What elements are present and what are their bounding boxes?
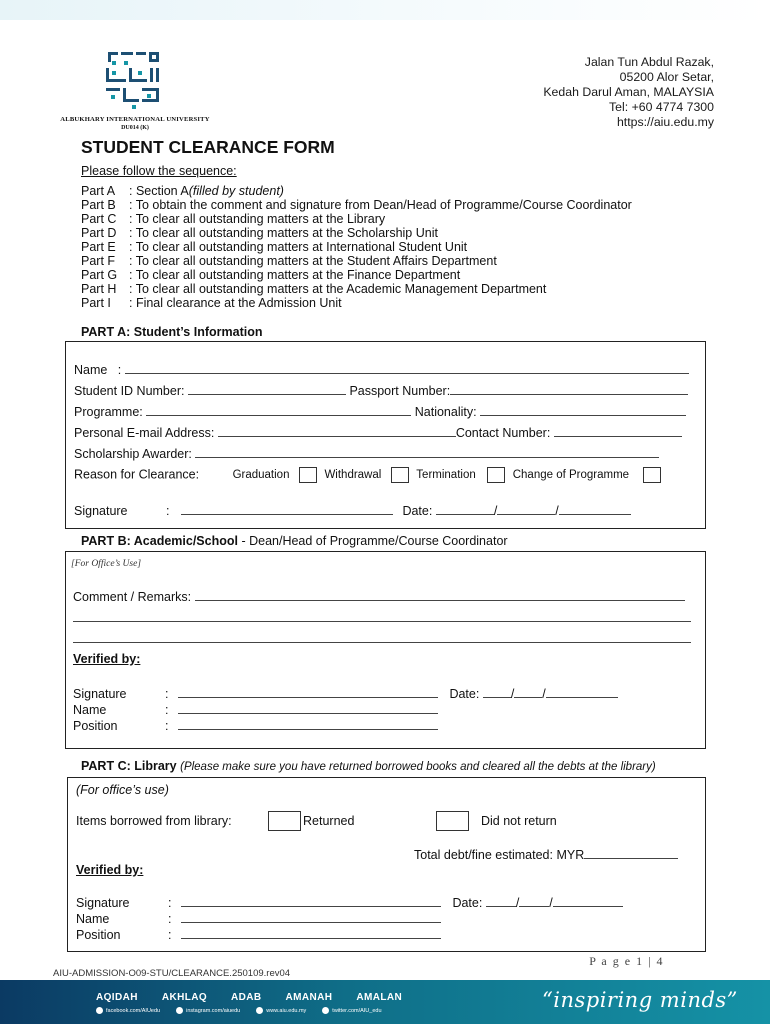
- date-year-field[interactable]: [559, 503, 631, 515]
- address-line: Kedah Darul Aman, MALAYSIA: [543, 85, 714, 99]
- university-code: DU014 (K): [121, 125, 149, 131]
- university-name: ALBUKHARY INTERNATIONAL UNIVERSITY: [60, 116, 210, 123]
- comment-field[interactable]: [195, 589, 685, 601]
- part-a-box: Name : Student ID Number: Passport Number: Programme: Nationality: Personal E-mail Address: Contact Number: Scholarship Awarder: Reason for Clearance: Graduation Withdrawal Termination Change of Programme Signature : Date: / /: [65, 341, 706, 529]
- office-use-note: (For office’s use): [76, 783, 169, 797]
- date-day-field[interactable]: [486, 895, 516, 907]
- scholarship-awarder-label: Scholarship Awarder:: [74, 447, 192, 461]
- address-line: Jalan Tun Abdul Razak,: [584, 55, 714, 69]
- withdrawal-checkbox[interactable]: [391, 467, 409, 483]
- value-item: AMALAN: [356, 992, 403, 1003]
- name-label: Name: [76, 912, 110, 926]
- sequence-item: Part D : To clear all outstanding matters at the Scholarship Unit: [81, 226, 438, 240]
- part-c-box: (For office’s use) Items borrowed from library: Returned Did not return Total debt/fine estimated: MYR Verified by: Signature : Date: / / Name : Position :: [67, 777, 706, 952]
- position-label: Position: [76, 928, 121, 942]
- passport-field[interactable]: [450, 383, 688, 395]
- part-a-heading: PART A: Student’s Information: [81, 325, 263, 339]
- sequence-item: Part B : To obtain the comment and signature from Dean/Head of Programme/Course Coordinator: [81, 198, 632, 212]
- sequence-item: Part F : To clear all outstanding matters at the Student Affairs Department: [81, 254, 497, 268]
- document-id: AIU-ADMISSION-O09-STU/CLEARANCE.250109.rev04: [53, 968, 291, 979]
- social-links: [96, 1007, 382, 1014]
- value-item: AKHLAQ: [161, 992, 208, 1003]
- position-field[interactable]: [178, 718, 438, 730]
- phone-line: Tel: +60 4774 7300: [609, 100, 714, 114]
- core-values: [96, 992, 402, 1003]
- instagram-icon: [176, 1007, 183, 1014]
- logo-mark-icon: [102, 48, 164, 110]
- twitter-link[interactable]: twitter.com/AIU_edu: [322, 1007, 381, 1014]
- option-withdrawal-label: Withdrawal: [324, 469, 382, 482]
- globe-icon: [256, 1007, 263, 1014]
- value-item: AQIDAH: [96, 992, 138, 1003]
- name-field[interactable]: [125, 362, 689, 374]
- reason-row: [74, 467, 661, 483]
- passport-label: Passport Number:: [349, 384, 451, 398]
- nationality-label: Nationality:: [414, 405, 477, 419]
- verified-by-label: Verified by:: [76, 863, 144, 877]
- sequence-item: Part H : To clear all outstanding matters at the Academic Management Department: [81, 282, 547, 296]
- page-number: P a g e 1 | 4: [589, 954, 664, 968]
- value-item: AMANAH: [285, 992, 333, 1003]
- nationality-field[interactable]: [480, 404, 686, 416]
- termination-checkbox[interactable]: [487, 467, 505, 483]
- website-link[interactable]: www.aiu.edu.my: [256, 1007, 306, 1014]
- comment-field-line-2[interactable]: [73, 610, 691, 622]
- sequence-item: Part A : Section A (filled by student): [81, 184, 284, 198]
- date-day-field[interactable]: [483, 686, 511, 698]
- sequence-instruction: Please follow the sequence:: [81, 164, 237, 178]
- date-year-field[interactable]: [553, 895, 623, 907]
- items-borrowed-label: Items borrowed from library:: [76, 814, 232, 828]
- option-change-programme-label: Change of Programme: [512, 469, 630, 482]
- sequence-item: Part E : To clear all outstanding matters at International Student Unit: [81, 240, 468, 254]
- facebook-icon: [96, 1007, 103, 1014]
- debt-label: Total debt/fine estimated: MYR: [414, 848, 585, 862]
- reason-label: Reason for Clearance:: [74, 467, 200, 482]
- date-month-field[interactable]: [497, 503, 555, 515]
- slogan: “inspiring minds”: [542, 988, 738, 1012]
- programme-field[interactable]: [146, 404, 411, 416]
- footer-banner: [0, 980, 770, 1024]
- signature-field[interactable]: [181, 895, 441, 907]
- top-decorative-band: [0, 0, 770, 20]
- position-field[interactable]: [181, 927, 441, 939]
- date-day-field[interactable]: [436, 503, 494, 515]
- contact-label: Contact Number:: [455, 426, 551, 440]
- university-logo: [55, 48, 215, 136]
- date-month-field[interactable]: [514, 686, 542, 698]
- date-label: Date:: [449, 687, 480, 701]
- email-field[interactable]: [218, 425, 456, 437]
- comment-field-line-3[interactable]: [73, 631, 691, 643]
- instagram-link[interactable]: instagram.com/aiuedu: [176, 1007, 240, 1014]
- contact-field[interactable]: [554, 425, 682, 437]
- position-label: Position: [73, 719, 118, 733]
- date-year-field[interactable]: [546, 686, 618, 698]
- verified-by-label: Verified by:: [73, 652, 141, 666]
- option-graduation-label: Graduation: [232, 469, 290, 482]
- programme-label: Programme:: [74, 405, 143, 419]
- facebook-link[interactable]: facebook.com/AIUedu: [96, 1007, 160, 1014]
- name-field[interactable]: [178, 702, 438, 714]
- email-label: Personal E-mail Address:: [74, 426, 215, 440]
- address-line: 05200 Alor Setar,: [619, 70, 714, 84]
- scholarship-awarder-field[interactable]: [195, 446, 659, 458]
- name-label: Name: [73, 703, 107, 717]
- signature-label: Signature: [76, 896, 130, 910]
- part-b-box: [For Office’s Use] Comment / Remarks: Verified by: Signature : Date: / / Name : Position :: [65, 551, 706, 749]
- part-b-heading: PART B: Academic/School - Dean/Head of Programme/Course Coordinator: [81, 534, 508, 548]
- form-title: STUDENT CLEARANCE FORM: [81, 137, 335, 157]
- debt-amount-field[interactable]: [584, 847, 678, 859]
- part-c-heading: PART C: Library (Please make sure you have returned borrowed books and cleared all the debts at the library): [81, 759, 656, 773]
- signature-label: Signature: [73, 687, 127, 701]
- signature-field[interactable]: [178, 686, 438, 698]
- office-use-note: [For Office’s Use]: [71, 559, 142, 569]
- did-not-return-label: Did not return: [481, 814, 557, 828]
- sequence-list: [81, 184, 632, 310]
- name-field[interactable]: [181, 911, 441, 923]
- date-label: Date:: [452, 896, 483, 910]
- signature-label: Signature: [74, 504, 128, 518]
- university-address: [543, 55, 714, 130]
- did-not-return-checkbox[interactable]: [436, 811, 469, 831]
- sequence-item: Part C : To clear all outstanding matters at the Library: [81, 212, 386, 226]
- sequence-item: Part G : To clear all outstanding matters at the Finance Department: [81, 268, 461, 282]
- student-id-field[interactable]: [188, 383, 346, 395]
- comment-label: Comment / Remarks:: [73, 590, 192, 604]
- option-termination-label: Termination: [416, 469, 476, 482]
- name-label: Name: [74, 363, 108, 377]
- website-link[interactable]: https://aiu.edu.my: [616, 115, 714, 129]
- returned-checkbox[interactable]: [268, 811, 301, 831]
- signature-field[interactable]: [181, 503, 393, 515]
- twitter-icon: [322, 1007, 329, 1014]
- date-month-field[interactable]: [519, 895, 549, 907]
- sequence-item: Part I : Final clearance at the Admission Unit: [81, 296, 342, 310]
- student-id-label: Student ID Number:: [74, 384, 185, 398]
- change-programme-checkbox[interactable]: [643, 467, 661, 483]
- value-item: ADAB: [231, 992, 262, 1003]
- graduation-checkbox[interactable]: [299, 467, 317, 483]
- date-label: Date:: [402, 504, 433, 518]
- returned-label: Returned: [303, 814, 355, 828]
